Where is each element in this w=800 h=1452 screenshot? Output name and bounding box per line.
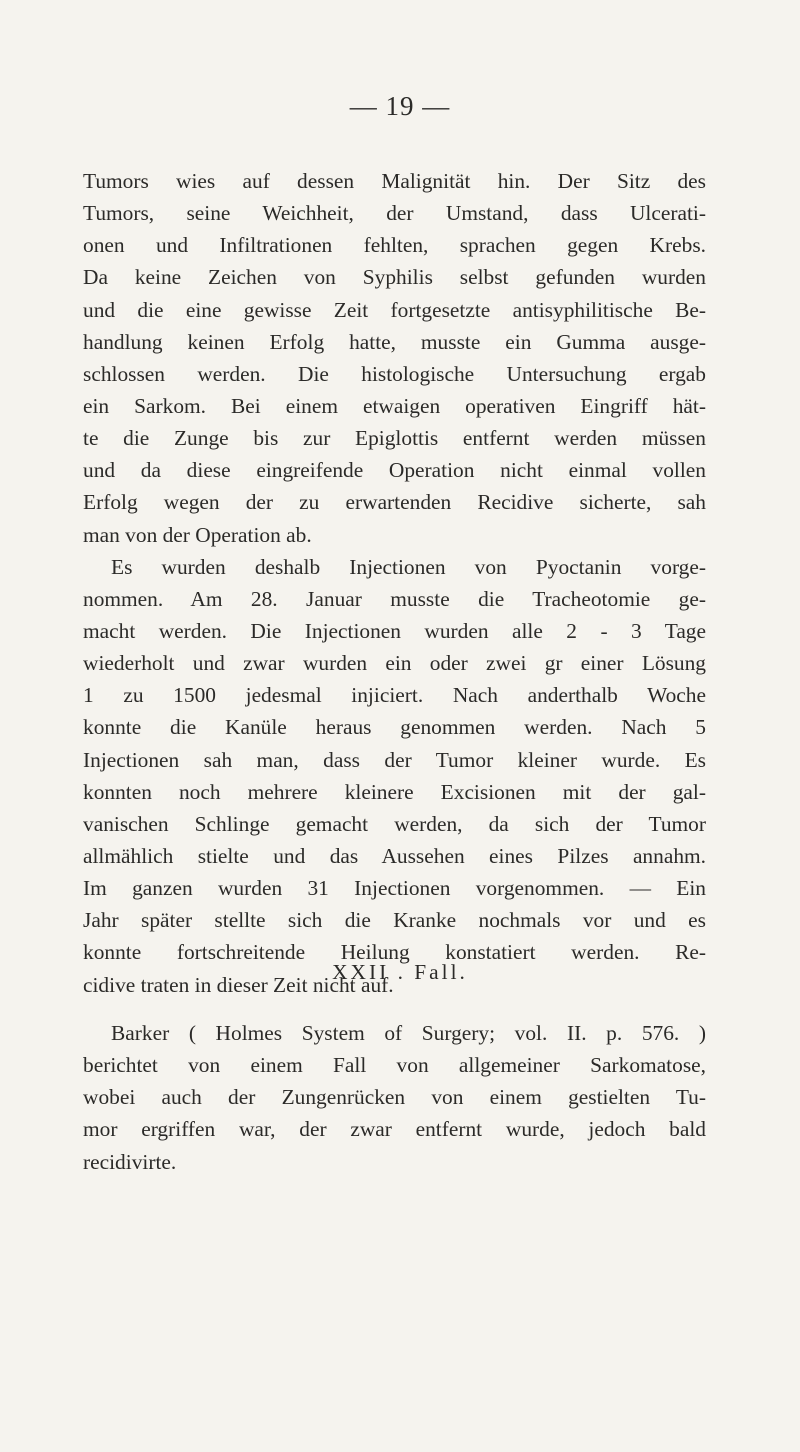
text-line: man von der Operation ab. xyxy=(83,522,312,547)
text-line: recidivirte. xyxy=(83,1149,177,1174)
text-line: te die Zunge bis zur Epiglottis entfernt werden müssen xyxy=(83,426,706,451)
text-line: Tumors wies auf dessen Malignität hin. Der Sitz des xyxy=(83,169,706,193)
text-line: Im ganzen wurden 31 Injectionen vorgenommen. — Ein xyxy=(83,876,706,901)
text-line: onen und Infiltrationen fehlten, sprachen gegen Krebs. xyxy=(83,233,706,258)
text-line: mor ergriffen war, der zwar entfernt wurde, jedoch bald xyxy=(83,1117,706,1142)
text-line: konnten noch mehrere kleinere Excisionen mit der gal- xyxy=(83,779,706,804)
section-heading: XXII . Fall. xyxy=(332,960,468,984)
paragraph-3 xyxy=(83,1017,706,1178)
paragraph-2 xyxy=(83,551,706,1001)
page-number: — 19 — xyxy=(349,91,451,121)
text-line: Da keine Zeichen von Syphilis selbst gefunden wurden xyxy=(83,265,706,290)
text-line: und die eine gewisse Zeit fortgesetzte antisyphilitische Be- xyxy=(83,297,706,322)
text-line: vanischen Schlinge gemacht werden, da sich der Tumor xyxy=(83,811,706,836)
text-line: Tumors, seine Weichheit, der Umstand, dass Ulcerati- xyxy=(83,201,706,226)
body-text-lower xyxy=(83,1017,706,1178)
text-line: Barker ( Holmes System of Surgery; vol. II. p. 576. ) xyxy=(111,1021,706,1045)
text-line: 1 zu 1500 jedesmal injiciert. Nach anderthalb Woche xyxy=(83,683,706,708)
text-line: schlossen werden. Die histologische Untersuchung ergab xyxy=(83,361,706,386)
text-line: Es wurden deshalb Injectionen von Pyoctanin vorge- xyxy=(111,554,706,579)
text-line: allmählich stielte und das Aussehen eines Pilzes annahm. xyxy=(83,843,706,868)
text-line: berichtet von einem Fall von allgemeiner Sarkomatose, xyxy=(83,1053,706,1078)
text-line: nommen. Am 28. Januar musste die Tracheotomie ge- xyxy=(83,586,706,611)
text-line: handlung keinen Erfolg hatte, musste ein Gumma ausge- xyxy=(83,329,706,354)
text-line: wiederholt und zwar wurden ein oder zwei gr einer Lösung xyxy=(83,651,706,676)
body-text-upper xyxy=(83,165,706,1001)
text-line: und da diese eingreifende Operation nicht einmal vollen xyxy=(83,458,706,483)
text-line: cidive traten in dieser Zeit nicht auf. xyxy=(83,972,394,997)
text-line: konnte die Kanüle heraus genommen werden. Nach 5 xyxy=(83,715,706,740)
text-line: Jahr später stellte sich die Kranke nochmals vor und es xyxy=(83,908,706,933)
paragraph-1 xyxy=(83,165,706,551)
text-line: wobei auch der Zungenrücken von einem gestielten Tu- xyxy=(83,1085,706,1110)
text-line: konnte fortschreitende Heilung konstatiert werden. Re- xyxy=(83,940,706,965)
text-line: ein Sarkom. Bei einem etwaigen operativen Eingriff hät- xyxy=(83,393,706,418)
text-line: Erfolg wegen der zu erwartenden Recidive sicherte, sah xyxy=(83,490,706,515)
text-line: macht werden. Die Injectionen wurden alle 2 - 3 Tage xyxy=(83,618,706,643)
text-line: Injectionen sah man, dass der Tumor kleiner wurde. Es xyxy=(83,747,706,772)
